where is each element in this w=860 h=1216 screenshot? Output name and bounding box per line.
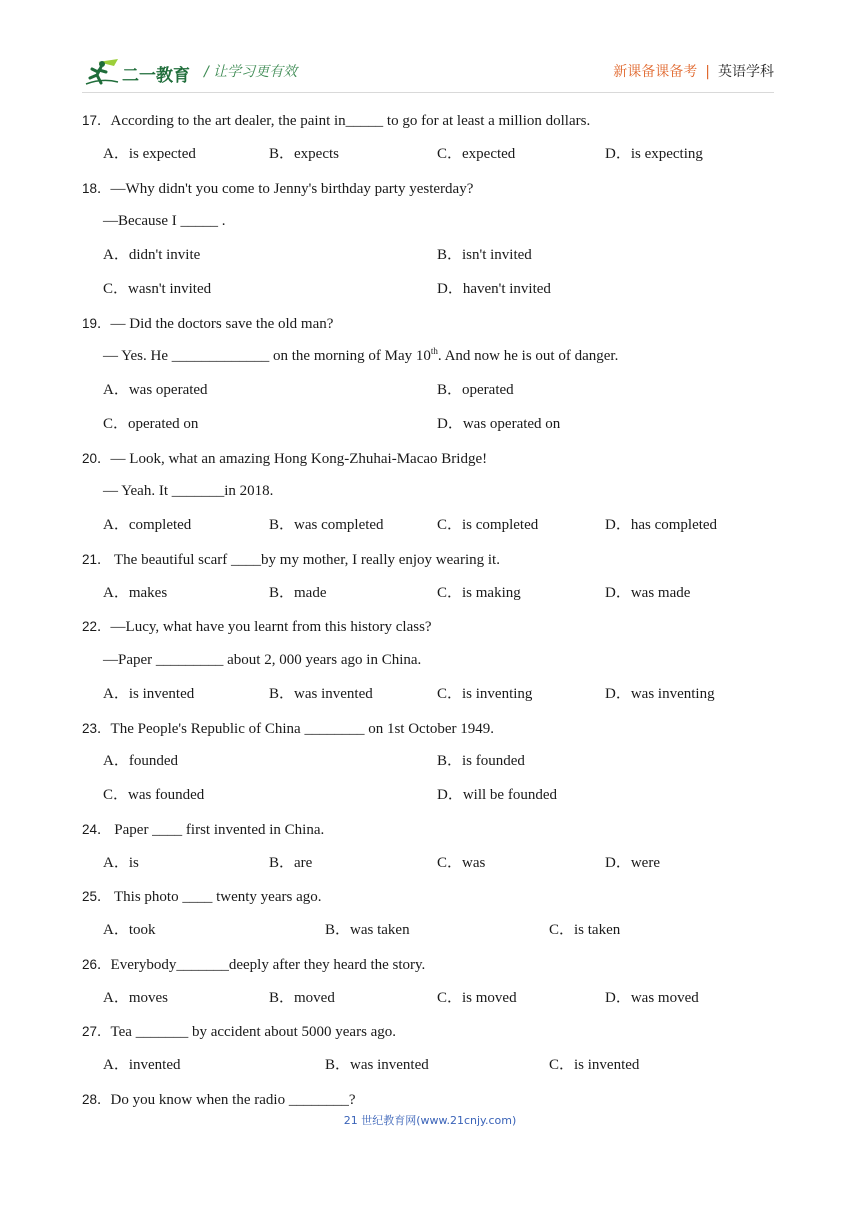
- options-row: [82, 374, 782, 408]
- options-row: [82, 273, 782, 307]
- answer-option: D．was operated on: [437, 415, 561, 432]
- options-row: [82, 678, 782, 712]
- answer-option: D．haven't invited: [437, 280, 551, 297]
- options-row: [82, 745, 782, 779]
- header-separator: |: [705, 64, 710, 80]
- question-list: [82, 104, 782, 1117]
- question-text: Do you know when the radio ________?: [110, 1091, 356, 1108]
- question-number: 28．: [82, 1091, 111, 1107]
- options-row: [82, 408, 782, 442]
- answer-option: A．is: [103, 854, 139, 871]
- question-text: This photo ____ twenty years ago.: [110, 889, 322, 906]
- question-text: — Look, what an amazing Hong Kong-Zhuhai-Macao Bridge!: [110, 450, 488, 467]
- answer-option: A．took: [103, 922, 156, 938]
- options-row: [82, 138, 782, 172]
- dialogue-text: — Yes. He _____________ on the morning of May 10: [103, 348, 431, 365]
- answer-option: C．is moved: [437, 989, 517, 1006]
- slogan: / 让学习更有效: [204, 64, 298, 80]
- dialogue-text: . And now he is out of danger.: [437, 348, 619, 365]
- options-row: [82, 914, 782, 948]
- answer-option: A．is invented: [103, 685, 195, 702]
- question-number: 25．: [82, 889, 111, 905]
- answer-option: C．is inventing: [437, 685, 533, 702]
- answer-option: B．was taken: [325, 922, 410, 938]
- question-number: 26．: [82, 956, 111, 972]
- question-text: The beautiful scarf ____by my mother, I really enjoy wearing it.: [110, 551, 500, 568]
- question-stem: [82, 442, 782, 476]
- answer-option: C．expected: [437, 145, 516, 162]
- question-number: 22．: [82, 619, 111, 635]
- dialogue-line: [82, 340, 782, 374]
- subject-label: 英语学科: [718, 64, 774, 80]
- course-label: 新课备课备考: [613, 64, 698, 80]
- answer-option: C．is invented: [549, 1057, 640, 1073]
- answer-option: C．is making: [437, 584, 521, 601]
- answer-option: C．was: [437, 854, 486, 871]
- question-stem: [82, 307, 782, 341]
- question-number: 19．: [82, 315, 111, 331]
- answer-option: B．expects: [269, 145, 339, 162]
- superscript: th: [430, 346, 438, 357]
- options-row: [82, 509, 782, 543]
- question-text: Tea _______ by accident about 5000 years ago.: [110, 1024, 397, 1041]
- answer-option: A．was operated: [103, 382, 208, 398]
- brand-logo: [84, 56, 194, 88]
- header-right: [613, 61, 774, 81]
- answer-option: A．makes: [103, 584, 168, 601]
- answer-option: D．has completed: [605, 517, 718, 533]
- answer-option: D．is expecting: [605, 145, 703, 162]
- answer-option: A．is expected: [103, 145, 196, 162]
- question-stem: [82, 543, 782, 577]
- question-number: 18．: [82, 180, 111, 196]
- question-number: 27．: [82, 1024, 111, 1040]
- options-row: [82, 577, 782, 611]
- question-text: — Did the doctors save the old man?: [110, 315, 334, 332]
- answer-option: A．completed: [103, 517, 192, 533]
- dialogue-line: —Paper _________ about 2, 000 years ago in China.: [103, 652, 422, 668]
- answer-option: C．is completed: [437, 517, 539, 533]
- answer-option: B．made: [269, 584, 327, 601]
- answer-option: A．founded: [103, 753, 178, 770]
- options-row: [82, 982, 782, 1016]
- answer-option: B．operated: [437, 382, 514, 398]
- answer-option: B．was invented: [325, 1057, 429, 1073]
- answer-option: C．was founded: [103, 787, 205, 803]
- question-text: —Why didn't you come to Jenny's birthday party yesterday?: [110, 180, 474, 197]
- question-stem: [82, 1015, 782, 1049]
- question-stem: [82, 813, 782, 847]
- header-divider: [82, 92, 774, 93]
- question-number: 17．: [82, 113, 111, 128]
- question-text: The People's Republic of China ________ on 1st October 1949.: [110, 720, 495, 737]
- question-stem: [82, 880, 782, 914]
- answer-option: D．were: [605, 854, 660, 871]
- options-row: [82, 239, 782, 273]
- answer-option: A．moves: [103, 989, 168, 1006]
- answer-option: C．is taken: [549, 922, 621, 938]
- answer-option: B．was invented: [269, 685, 373, 702]
- answer-option: D．will be founded: [437, 787, 557, 803]
- question-number: 24．: [82, 821, 111, 837]
- page-header: [0, 0, 860, 100]
- answer-option: D．was made: [605, 584, 691, 601]
- brand-name: 二一教育: [122, 66, 190, 86]
- answer-option: C．operated on: [103, 415, 199, 432]
- answer-option: A．didn't invite: [103, 247, 201, 263]
- question-number: 20．: [82, 450, 111, 466]
- answer-option: B．moved: [269, 989, 335, 1006]
- answer-option: B．isn't invited: [437, 247, 532, 263]
- runner-logo-icon: [84, 56, 124, 88]
- answer-option: D．was inventing: [605, 685, 715, 702]
- dialogue-line: — Yeah. It _______in 2018.: [103, 483, 274, 500]
- answer-option: C．wasn't invited: [103, 280, 212, 297]
- question-stem: [82, 104, 782, 138]
- answer-option: B．is founded: [437, 753, 525, 770]
- question-stem: [82, 712, 782, 746]
- options-row: [82, 847, 782, 881]
- answer-option: A．invented: [103, 1057, 181, 1073]
- page-footer: 21 世纪教育网(www.21cnjy.com): [343, 1114, 517, 1127]
- question-number: 23．: [82, 720, 111, 736]
- question-text: Paper ____ first invented in China.: [110, 821, 325, 838]
- question-stem: [82, 948, 782, 982]
- options-row: [82, 779, 782, 813]
- question-text: Everybody_______deeply after they heard the story.: [110, 956, 426, 973]
- question-text: —Lucy, what have you learnt from this history class?: [110, 619, 432, 636]
- options-row: [82, 1049, 782, 1083]
- answer-option: B．are: [269, 854, 313, 871]
- answer-option: D．was moved: [605, 989, 699, 1006]
- question-stem: [82, 172, 782, 206]
- question-text: According to the art dealer, the paint in_____ to go for at least a million dollars.: [110, 113, 591, 129]
- dialogue-line: —Because I _____ .: [103, 213, 226, 230]
- answer-option: B．was completed: [269, 517, 384, 533]
- question-number: 21．: [82, 551, 111, 567]
- question-stem: [82, 610, 782, 644]
